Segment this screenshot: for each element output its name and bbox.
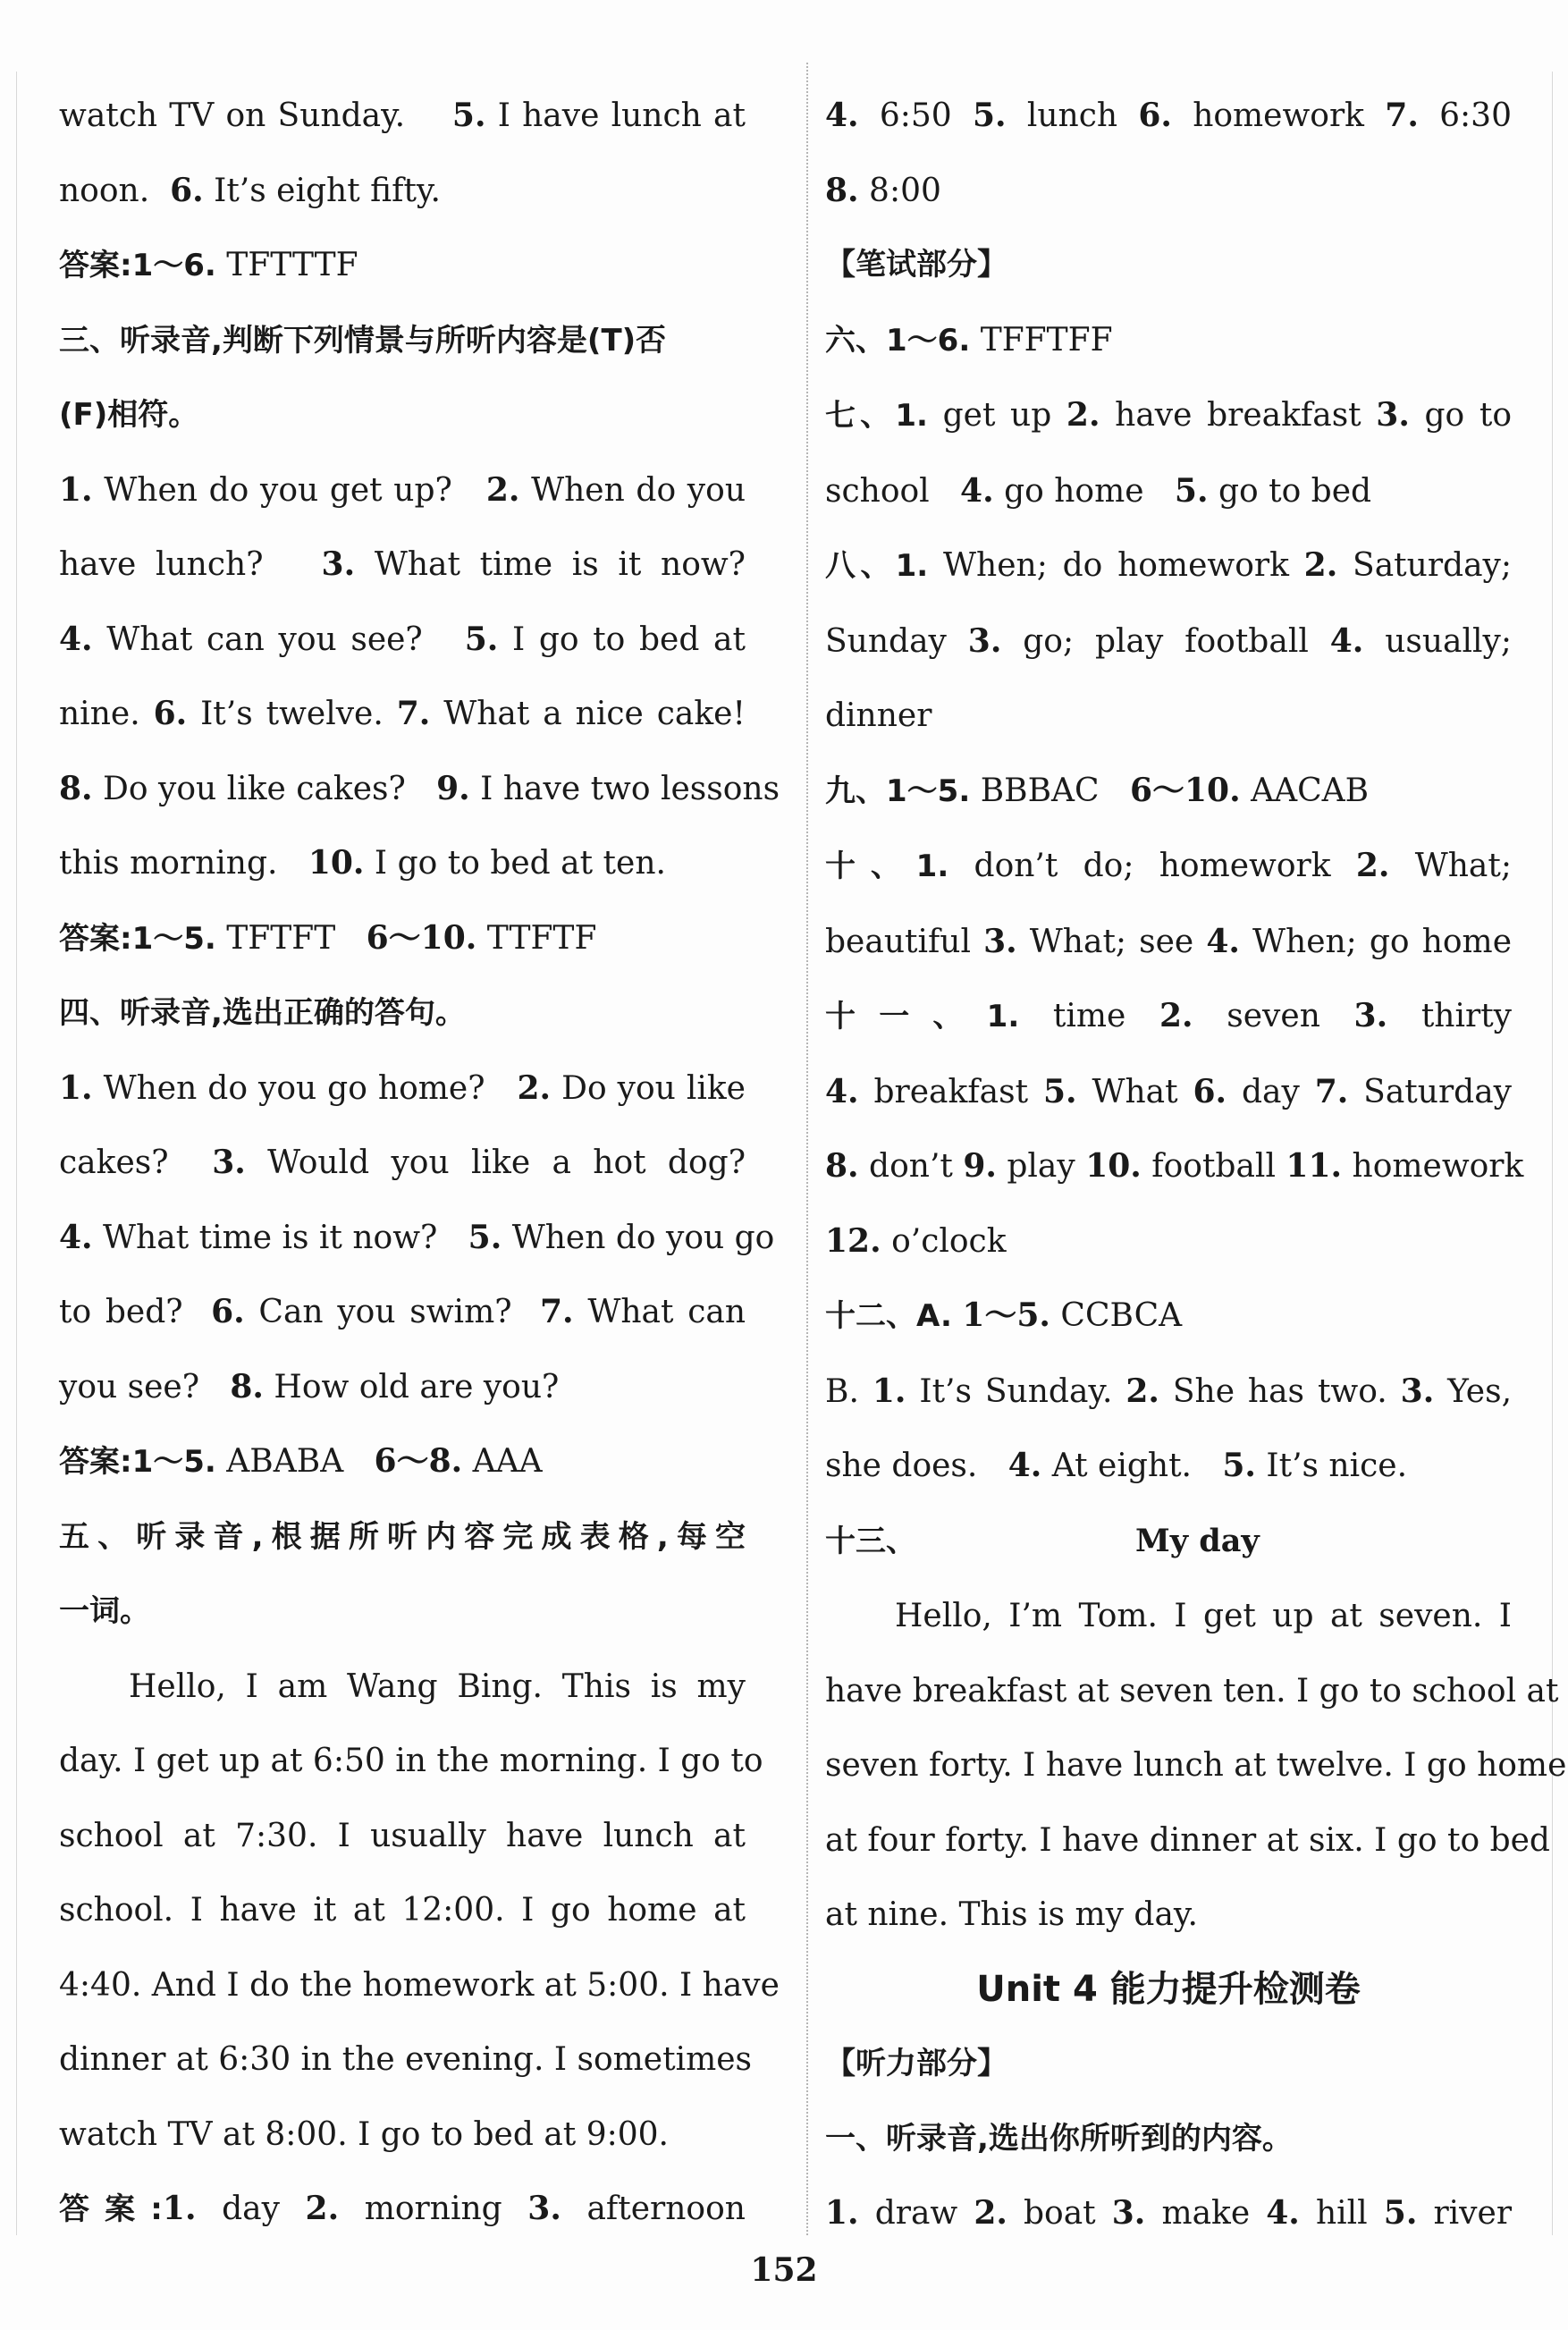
s4-line-5: you see? 8. How old are you?	[59, 1367, 560, 1406]
unit-title: Unit 4 能力提升检测卷	[976, 1968, 1361, 2010]
right-line-1: 4. 6:50 5. lunch 6. homework 7. 6:30	[825, 97, 1512, 134]
section-11-line-2: 4. breakfast 5. What 6. day 7. Saturday	[825, 1072, 1513, 1110]
essay-line-4: at four forty. I have dinner at six. I go to bed	[825, 1821, 1550, 1859]
section-11-line-3: 8. don’t 9. play 10. football 11. homework	[825, 1147, 1524, 1185]
section-8-line-1: 八、1. When; do homework 2. Saturday;	[825, 546, 1513, 584]
answer-section-3: 答案:1～5. TFTFT 6～10. TTFTF	[59, 918, 597, 957]
written-part-label: 【笔试部分】	[825, 247, 1007, 283]
s3-line-5: 8. Do you like cakes? 9. I have two lessons	[59, 769, 780, 807]
passage-line-2: day. I get up at 6:50 in the morning. I go to	[59, 1743, 763, 1779]
section-6-answer: 六、1～6. TFFTFF	[825, 321, 1113, 359]
s3-line-3: 4. What can you see? 5. I go to bed at	[59, 620, 746, 658]
passage-line-7: watch TV at 8:00. I go to bed at 9:00.	[59, 2115, 669, 2153]
left-line-2: noon. 6. It’s eight fifty.	[59, 171, 441, 209]
section-3-title: 三、听录音,判断下列情景与所听内容是(T)否	[59, 322, 667, 359]
passage-line-1: Hello, I am Wang Bing. This is my	[129, 1667, 746, 1705]
section-13-header: 十三、 My day	[825, 1522, 1260, 1559]
section-5-title: 五、听录音,根据所听内容完成表格,每空	[59, 1518, 746, 1555]
s3-line-4: nine. 6. It’s twelve. 7. What a nice cake!	[59, 695, 746, 732]
section-5-title-cont: 一词。	[59, 1593, 150, 1629]
answer-section-2: 答案:1～6. TFTTTF	[59, 247, 358, 283]
s4-line-3: 4. What time is it now? 5. When do you go	[59, 1218, 775, 1256]
section-12-b-line-2: she does. 4. At eight. 5. It’s nice.	[825, 1447, 1408, 1484]
section-11-line-1: 十一、1. time 2. seven 3. thirty	[825, 997, 1512, 1034]
right-column	[825, 79, 1567, 2251]
left-column	[59, 79, 780, 2248]
essay-line-3: seven forty. I have lunch at twelve. I go home	[825, 1747, 1567, 1784]
right-edge-line	[1552, 72, 1553, 2235]
left-line-1: watch TV on Sunday. 5. I have lunch at	[59, 97, 746, 134]
column-divider	[806, 63, 808, 2235]
section-12-a: 十二、A. 1～5. CCBCA	[825, 1296, 1183, 1334]
right-line-2: 8. 8:00	[825, 171, 941, 209]
passage-line-5: 4:40. And I do the homework at 5:00. I have	[59, 1966, 780, 2004]
s3-line-6: this morning. 10. I go to bed at ten.	[59, 844, 666, 882]
passage-line-4: school. I have it at 12:00. I go home at	[59, 1892, 746, 1929]
section-11-line-4: 12. o’clock	[825, 1221, 1007, 1260]
section-10-line-2: beautiful 3. What; see 4. When; go home	[825, 922, 1512, 960]
section-12-b-line-1: B. 1. It’s Sunday. 2. She has two. 3. Yes,	[825, 1372, 1513, 1410]
s4-line-4: to bed? 6. Can you swim? 7. What can	[59, 1293, 746, 1330]
passage-line-6: dinner at 6:30 in the evening. I sometimes	[59, 2041, 753, 2078]
section-8-line-3: dinner	[825, 697, 932, 734]
essay-line-2: have breakfast at seven ten. I go to school at	[825, 1672, 1559, 1710]
section-10-line-1: 十、1. don’t do; homework 2. What;	[825, 847, 1512, 884]
essay-line-1: Hello, I’m Tom. I get up at seven. I	[895, 1598, 1512, 1634]
left-edge-line	[16, 72, 17, 2235]
answer-section-5: 答案:1. day 2. morning 3. afternoon	[59, 2190, 746, 2227]
answer-section-4: 答案:1～5. ABABA 6～8. AAA	[59, 1442, 543, 1480]
s4-line-1: 1. When do you go home? 2. Do you like	[59, 1068, 746, 1107]
section-8-line-2: Sunday 3. go; play football 4. usually;	[825, 621, 1512, 660]
section-3-title-cont: (F)相符。	[59, 397, 199, 433]
listening-part-label: 【听力部分】	[825, 2046, 1007, 2081]
section-7-line-1: 七、1. get up 2. have breakfast 3. go to	[825, 396, 1513, 434]
essay-title: My day	[1135, 1522, 1260, 1559]
s3-line-2: have lunch? 3. What time is it now?	[59, 545, 746, 583]
s4-line-2: cakes? 3. Would you like a hot dog?	[59, 1144, 746, 1181]
essay-line-5: at nine. This is my day.	[825, 1896, 1198, 1933]
section-7-line-2: school 4. go home 5. go to bed	[825, 471, 1372, 510]
section-4-title: 四、听录音,选出正确的答句。	[59, 995, 466, 1031]
section-1-answers: 1. draw 2. boat 3. make 4. hill 5. river	[825, 2194, 1513, 2232]
section-9-answer: 九、1～5. BBBAC 6～10. AACAB	[825, 771, 1370, 809]
section-1-title: 一、听录音,选出你所听到的内容。	[825, 2120, 1293, 2157]
s3-line-1: 1. When do you get up? 2. When do you	[59, 470, 746, 509]
page-number: 152	[750, 2251, 818, 2289]
passage-line-3: school at 7:30. I usually have lunch at	[59, 1817, 746, 1854]
